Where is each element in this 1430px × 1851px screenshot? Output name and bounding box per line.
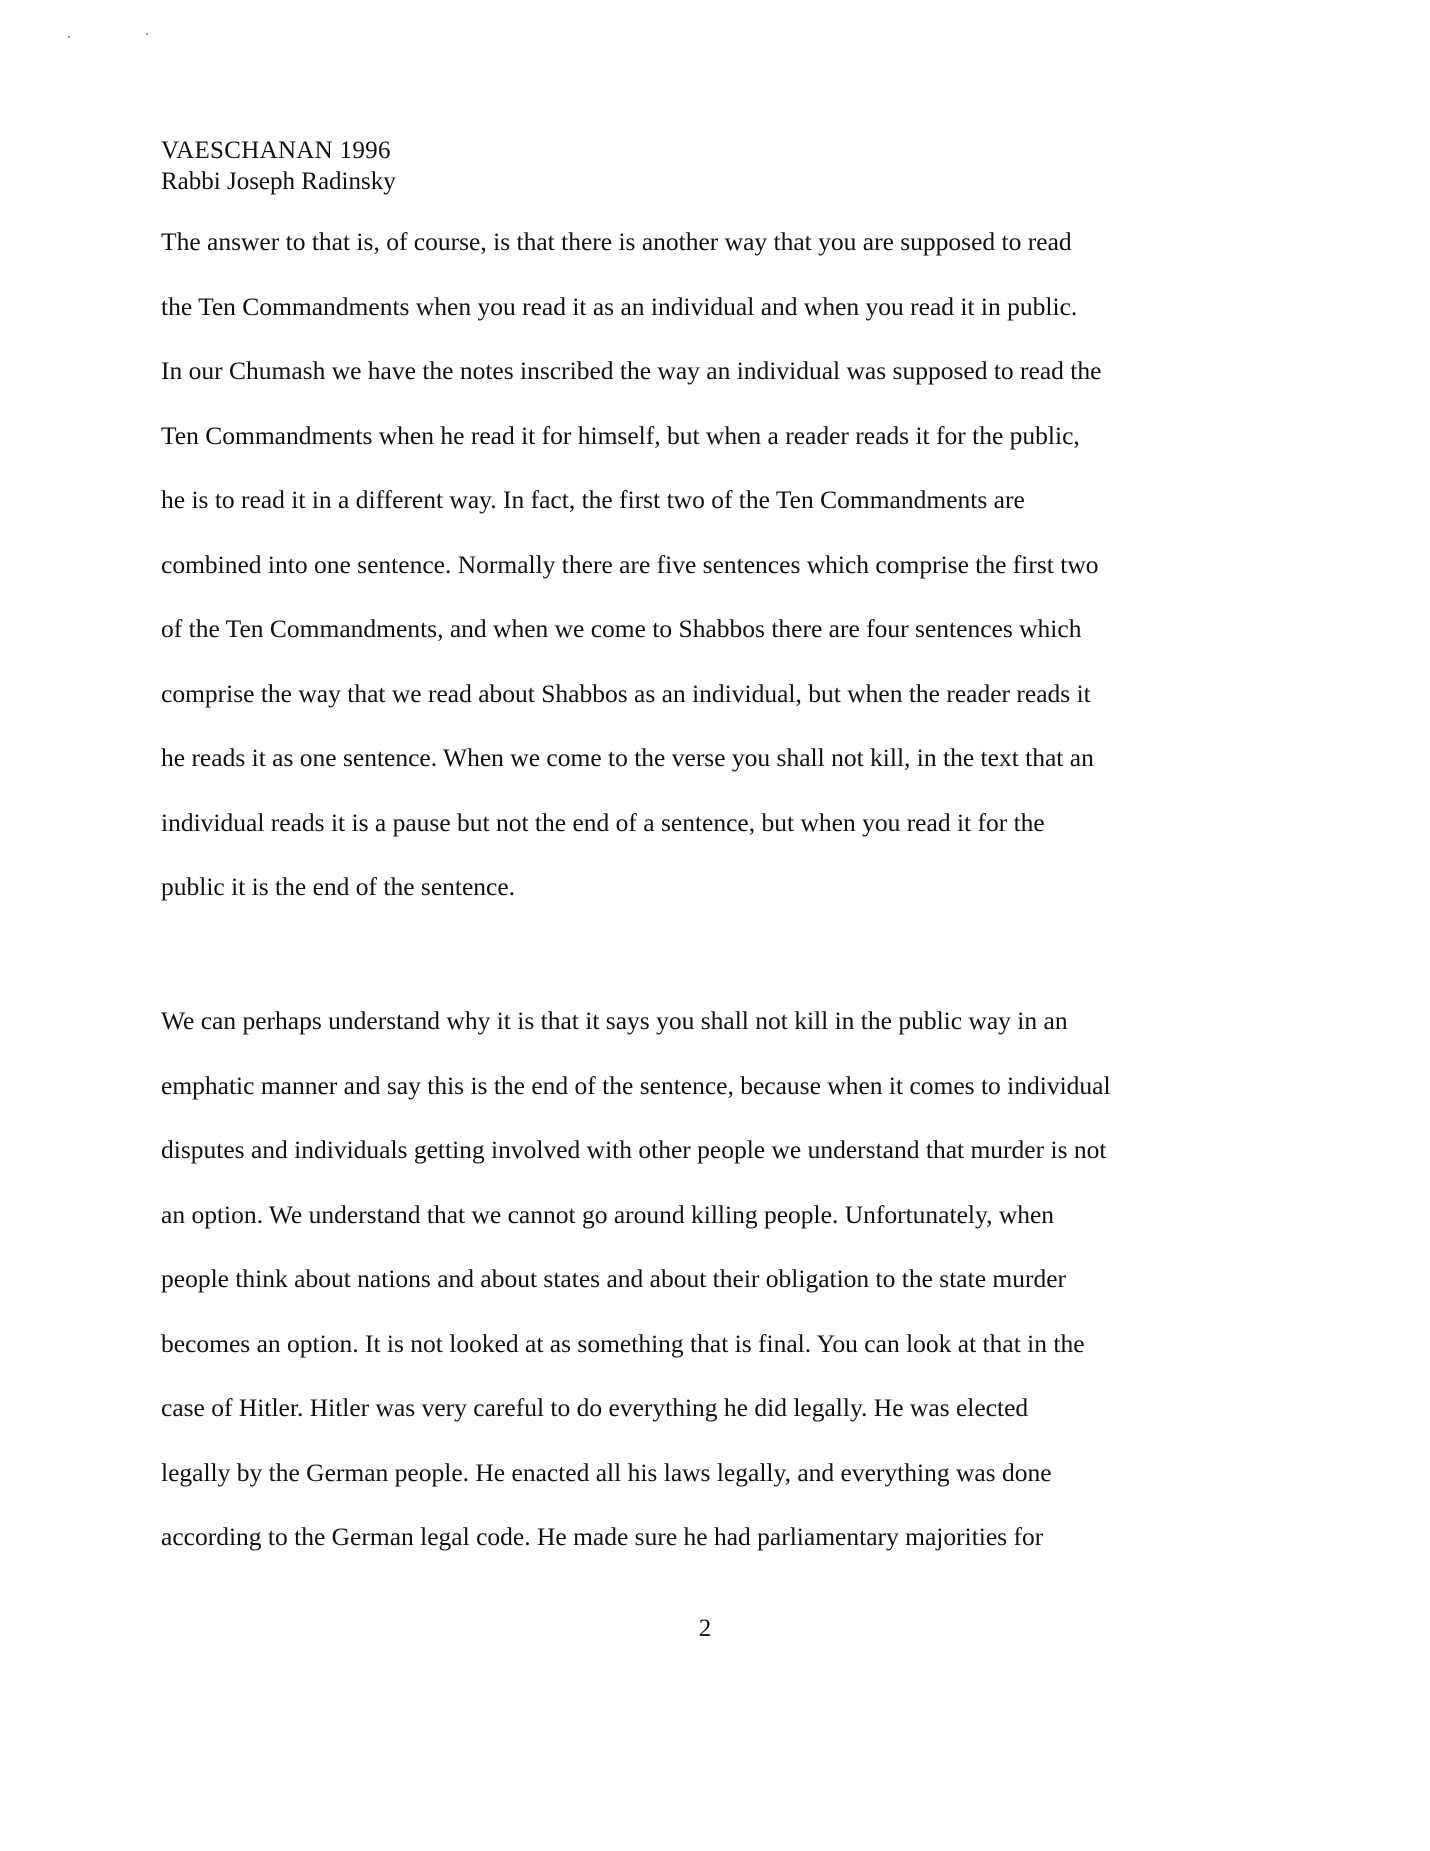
text-line: In our Chumash we have the notes inscribed the way an individual was supposed to read the <box>161 356 1102 385</box>
document-author: Rabbi Joseph Radinsky <box>161 168 396 195</box>
paragraph-1 <box>161 210 1301 920</box>
page-number: 2 <box>698 1615 712 1642</box>
document-title: VAESCHANAN 1996 <box>161 137 391 164</box>
scan-speck <box>68 36 70 38</box>
text-line: the Ten Commandments when you read it as an individual and when you read it in public. <box>161 291 1078 321</box>
text-line: The answer to that is, of course, is that there is another way that you are supposed to read <box>161 227 1072 256</box>
text-line: We can perhaps understand why it is that it says you shall not kill in the public way in an <box>161 1006 1068 1035</box>
text-line: according to the German legal code. He made sure he had parliamentary majorities for <box>161 1522 1044 1551</box>
text-line: legally by the German people. He enacted all his laws legally, and everything was done <box>161 1457 1052 1487</box>
text-line: Ten Commandments when he read it for himself, but when a reader reads it for the public, <box>161 420 1080 450</box>
text-line: of the Ten Commandments, and when we come to Shabbos there are four sentences which <box>161 614 1082 643</box>
paragraph-2 <box>161 989 1301 1570</box>
text-line: emphatic manner and say this is the end of the sentence, because when it comes to individual <box>161 1070 1111 1100</box>
text-line: comprise the way that we read about Shabbos as an individual, but when the reader reads it <box>161 678 1091 708</box>
text-line: becomes an option. It is not looked at as something that is final. You can look at that in the <box>161 1328 1085 1358</box>
scan-speck <box>146 33 148 35</box>
text-line: he is to read it in a different way. In fact, the first two of the Ten Commandments are <box>161 485 1025 514</box>
document-header <box>161 135 396 197</box>
text-line: an option. We understand that we cannot go around killing people. Unfortunately, when <box>161 1199 1055 1229</box>
text-line: individual reads it is a pause but not the end of a sentence, but when you read it for the <box>161 807 1045 837</box>
text-line: combined into one sentence. Normally there are five sentences which comprise the first two <box>161 549 1099 579</box>
text-line: people think about nations and about states and about their obligation to the state murder <box>161 1264 1067 1293</box>
text-line: case of Hitler. Hitler was very careful to do everything he did legally. He was elected <box>161 1393 1029 1422</box>
text-line: he reads it as one sentence. When we come to the verse you shall not kill, in the text that an <box>161 743 1094 772</box>
text-line: disputes and individuals getting involved with other people we understand that murder is not <box>161 1135 1107 1164</box>
text-line: public it is the end of the sentence. <box>161 872 516 901</box>
